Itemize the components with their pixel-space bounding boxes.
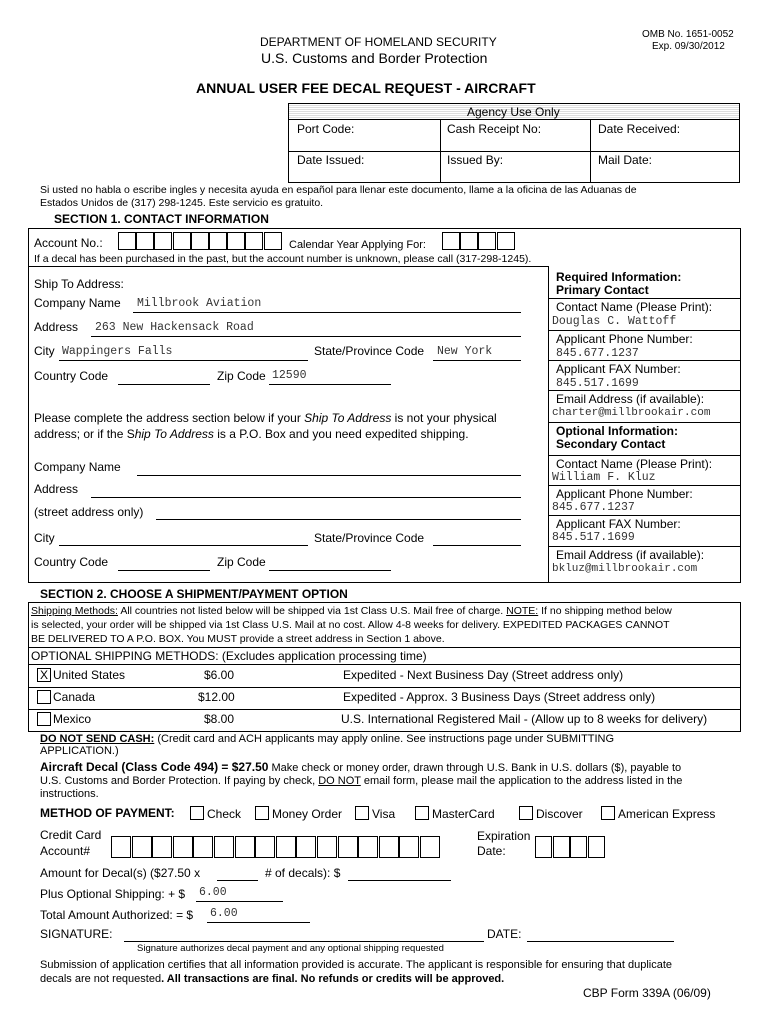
shipping-option-checkbox[interactable]: X (37, 668, 51, 682)
credit-card-digit-box[interactable] (111, 836, 131, 858)
agency-name: U.S. Customs and Border Protection (261, 50, 488, 66)
department-name: DEPARTMENT OF HOMELAND SECURITY (260, 35, 497, 49)
fax2-value[interactable]: 845.517.1699 (552, 531, 635, 544)
shipping-option-country: Canada (53, 690, 96, 704)
zip-code-label: Zip Code (217, 369, 266, 383)
do-not-send-cash: DO NOT SEND CASH: (Credit card and ACH applicants may apply online. See instructions page under SUBMITTING (40, 733, 615, 745)
credit-card-digit-box[interactable] (152, 836, 172, 858)
credit-card-digit-box[interactable] (338, 836, 358, 858)
address-label: Address (34, 320, 79, 334)
issued-by-label: Issued By: (447, 153, 504, 167)
year-digit-box[interactable] (478, 232, 496, 250)
account-number-label: Account# (40, 844, 91, 858)
certification-text-2: decals are not requested. All transactions are final. No refunds or credits will be approved. (40, 973, 505, 985)
contact-row-divider (548, 485, 741, 486)
account-digit-box[interactable] (173, 232, 191, 250)
shipping-row-divider (28, 709, 741, 710)
state-label: State/Province Code (314, 344, 425, 358)
credit-card-digit-box[interactable] (317, 836, 337, 858)
section1-heading: SECTION 1. CONTACT INFORMATION (54, 212, 269, 226)
account-digit-box[interactable] (209, 232, 227, 250)
year-digit-box[interactable] (497, 232, 515, 250)
credit-card-digit-box[interactable] (358, 836, 378, 858)
credit-card-digit-box[interactable] (235, 836, 255, 858)
payment-method-label: Visa (372, 807, 396, 821)
total-amount-value[interactable]: 6.00 (210, 907, 238, 920)
contact-row-divider (548, 360, 741, 361)
fax2-label: Applicant FAX Number: (556, 517, 681, 531)
payment-method-checkbox[interactable] (601, 806, 615, 820)
num-decals-label: # of decals): $ (265, 866, 341, 880)
email2-value[interactable]: bkluz@millbrookair.com (552, 563, 698, 575)
expiration-digit-box[interactable] (535, 836, 552, 858)
amount-label: Amount for Decal(s) ($27.50 x (40, 866, 201, 880)
account-digit-box[interactable] (154, 232, 172, 250)
expiration-digit-box[interactable] (570, 836, 587, 858)
zip-code-value[interactable]: 12590 (272, 369, 307, 382)
contact-name2-label: Contact Name (Please Print): (556, 457, 713, 471)
account-digit-box[interactable] (118, 232, 136, 250)
company-name2-label: Company Name (34, 460, 121, 474)
account-digit-box[interactable] (264, 232, 282, 250)
spanish-note-2: Estados Unidos de (317) 298-1245. Este servicio es gratuito. (40, 197, 324, 209)
shipping-methods-text-3: BE DELIVERED TO A P.O. BOX. You MUST provide a street address in Section 1 above. (31, 633, 445, 645)
country-code2-label: Country Code (34, 555, 109, 569)
form-number: CBP Form 339A (06/09) (583, 986, 711, 1000)
calendar-year-label: Calendar Year Applying For: (289, 239, 426, 251)
shipping-option-price: $12.00 (198, 690, 235, 704)
contact-name-value[interactable]: Douglas C. Wattoff (552, 315, 677, 328)
port-code-label: Port Code: (297, 122, 355, 136)
shipping-option-description: Expedited - Approx. 3 Business Days (Street address only) (343, 690, 656, 704)
method-of-payment-label: METHOD OF PAYMENT: (40, 806, 175, 820)
shipping-methods-text-2: is selected, your order will be shipped via 1st Class U.S. Mail at no cost. Allow 4-8 weeks for delivery. EXPEDITED PACKAGES CANNOT (31, 619, 670, 631)
spanish-note: Si usted no habla o escribe ingles y necesita ayuda en español para llenar este documento, llame a la oficina de las Aduanas de (40, 184, 637, 196)
shipping-option-price: $8.00 (204, 712, 235, 726)
payment-method-checkbox[interactable] (190, 806, 204, 820)
shipping-option-price: $6.00 (204, 668, 235, 682)
omb-number: OMB No. 1651-0052 (642, 29, 734, 40)
shipping-row-divider (28, 687, 741, 688)
shipping-option-description: U.S. International Registered Mail - (Allow up to 8 weeks for delivery) (341, 712, 708, 726)
payment-method-checkbox[interactable] (519, 806, 533, 820)
optional-shipping-value[interactable]: 6.00 (199, 886, 227, 899)
signature-note: Signature authorizes decal payment and any optional shipping requested (137, 943, 444, 954)
phone-label: Applicant Phone Number: (556, 332, 693, 346)
contact-row-divider (548, 546, 741, 547)
secondary-contact-heading: Secondary Contact (556, 437, 666, 451)
form-title: ANNUAL USER FEE DECAL REQUEST - AIRCRAFT (196, 80, 536, 96)
shipping-methods-text: Shipping Methods: All countries not listed below will be shipped via 1st Class U.S. Mail free of charge. NOTE: If no shipping method below (31, 605, 672, 617)
phone2-value[interactable]: 845.677.1237 (552, 501, 635, 514)
credit-card-digit-box[interactable] (255, 836, 275, 858)
contact-row-divider (548, 455, 741, 456)
email-value[interactable]: charter@millbrookair.com (552, 407, 711, 419)
credit-card-digit-box[interactable] (420, 836, 440, 858)
payment-method-label: Check (207, 807, 242, 821)
credit-card-digit-box[interactable] (276, 836, 296, 858)
optional-shipping-label: Plus Optional Shipping: + $ (40, 887, 186, 901)
account-digit-box[interactable] (245, 232, 263, 250)
shipping-option-description: Expedited - Next Business Day (Street address only) (343, 668, 624, 682)
date-label: DATE: (487, 927, 522, 941)
credit-card-digit-box[interactable] (296, 836, 316, 858)
address-value[interactable]: 263 New Hackensack Road (95, 321, 254, 334)
account-digit-box[interactable] (227, 232, 245, 250)
street-only-label: (street address only) (34, 505, 144, 519)
mail-date-label: Mail Date: (598, 153, 653, 167)
decal-price-text-2: U.S. Customs and Border Protection. If paying by check, DO NOT email form, please mail the application to the address listed in the (40, 775, 683, 787)
payment-method-label: American Express (618, 807, 716, 821)
contact-row-divider (548, 298, 741, 299)
city-label: City (34, 344, 55, 358)
account-digit-box[interactable] (191, 232, 209, 250)
shipping-option-checkbox[interactable] (37, 712, 51, 726)
account-digit-box[interactable] (136, 232, 154, 250)
optional-heading: Optional Information: (556, 424, 678, 438)
expiration-digit-box[interactable] (553, 836, 570, 858)
decal-price-text-3: instructions. (40, 788, 99, 800)
payment-method-checkbox[interactable] (355, 806, 369, 820)
decal-price-text: Aircraft Decal (Class Code 494) = $27.50 Make check or money order, drawn through U.S. Bank in U.S. dollars ($), payable to (40, 760, 682, 774)
primary-contact-heading: Primary Contact (556, 283, 649, 297)
section2-heading: SECTION 2. CHOOSE A SHIPMENT/PAYMENT OPTION (40, 587, 348, 601)
email2-label: Email Address (if available): (556, 548, 705, 562)
expiration-date-label: Date: (477, 844, 506, 858)
credit-card-label: Credit Card (40, 828, 102, 842)
year-digit-box[interactable] (442, 232, 460, 250)
payment-method-label: Money Order (272, 807, 343, 821)
fax-value[interactable]: 845.517.1699 (556, 377, 639, 390)
ship-to-label: Ship To Address: (34, 277, 124, 291)
email-label: Email Address (if available): (556, 392, 705, 406)
total-amount-label: Total Amount Authorized: = $ (40, 908, 194, 922)
country-code-label: Country Code (34, 369, 109, 383)
state-value[interactable]: New York (437, 345, 493, 358)
city2-label: City (34, 531, 55, 545)
state2-label: State/Province Code (314, 531, 425, 545)
zip-code2-label: Zip Code (217, 555, 266, 569)
payment-method-checkbox[interactable] (255, 806, 269, 820)
year-digit-box[interactable] (460, 232, 478, 250)
shipping-option-country: United States (53, 668, 126, 682)
decal-note: If a decal has been purchased in the past, but the account number is unknown, please call (317-298-1245). (34, 253, 532, 265)
optional-methods-heading: OPTIONAL SHIPPING METHODS: (Excludes application processing time) (31, 649, 427, 663)
phone2-label: Applicant Phone Number: (556, 487, 693, 501)
certification-text: Submission of application certifies that all information provided is accurate. The applicant is responsible for ensuring that duplicate (40, 959, 673, 971)
complete-note: Please complete the address section below if your Ship To Address is not your physical (34, 411, 497, 425)
address2-label: Address (34, 482, 79, 496)
credit-card-digit-box[interactable] (399, 836, 419, 858)
credit-card-digit-box[interactable] (173, 836, 193, 858)
expiration-digit-box[interactable] (588, 836, 605, 858)
credit-card-digit-box[interactable] (379, 836, 399, 858)
do-not-send-cash-2: APPLICATION.) (40, 745, 119, 757)
contact-name2-value[interactable]: William F. Kluz (552, 471, 656, 484)
company-name-value[interactable]: Millbrook Aviation (137, 297, 262, 310)
complete-note-2: address; or if the Ship To Address is a P.O. Box and you need expedited shipping. (34, 427, 469, 441)
credit-card-digit-box[interactable] (193, 836, 213, 858)
date-issued-label: Date Issued: (297, 153, 365, 167)
account-no-label: Account No.: (34, 236, 103, 250)
payment-method-label: Discover (536, 807, 583, 821)
shipping-option-checkbox[interactable] (37, 690, 51, 704)
company-name-label: Company Name (34, 296, 121, 310)
signature-label: SIGNATURE: (40, 927, 113, 941)
payment-method-checkbox[interactable] (415, 806, 429, 820)
date-received-label: Date Received: (598, 122, 681, 136)
contact-row-divider (548, 330, 741, 331)
credit-card-digit-box[interactable] (214, 836, 234, 858)
agency-use-box (288, 103, 740, 183)
phone-value[interactable]: 845.677.1237 (556, 347, 639, 360)
city-value[interactable]: Wappingers Falls (62, 345, 173, 358)
expiration-label: Expiration (477, 829, 531, 843)
expiration-date: Exp. 09/30/2012 (652, 41, 725, 52)
agency-use-heading: Agency Use Only (467, 105, 560, 119)
contact-name-label: Contact Name (Please Print): (556, 300, 713, 314)
shipping-option-country: Mexico (53, 712, 92, 726)
credit-card-digit-box[interactable] (132, 836, 152, 858)
payment-method-label: MasterCard (432, 807, 495, 821)
contact-row-divider (548, 515, 741, 516)
contact-row-divider (548, 390, 741, 391)
required-heading: Required Information: (556, 270, 682, 284)
contact-row-divider (548, 422, 741, 423)
fax-label: Applicant FAX Number: (556, 362, 681, 376)
cash-receipt-label: Cash Receipt No: (447, 122, 542, 136)
